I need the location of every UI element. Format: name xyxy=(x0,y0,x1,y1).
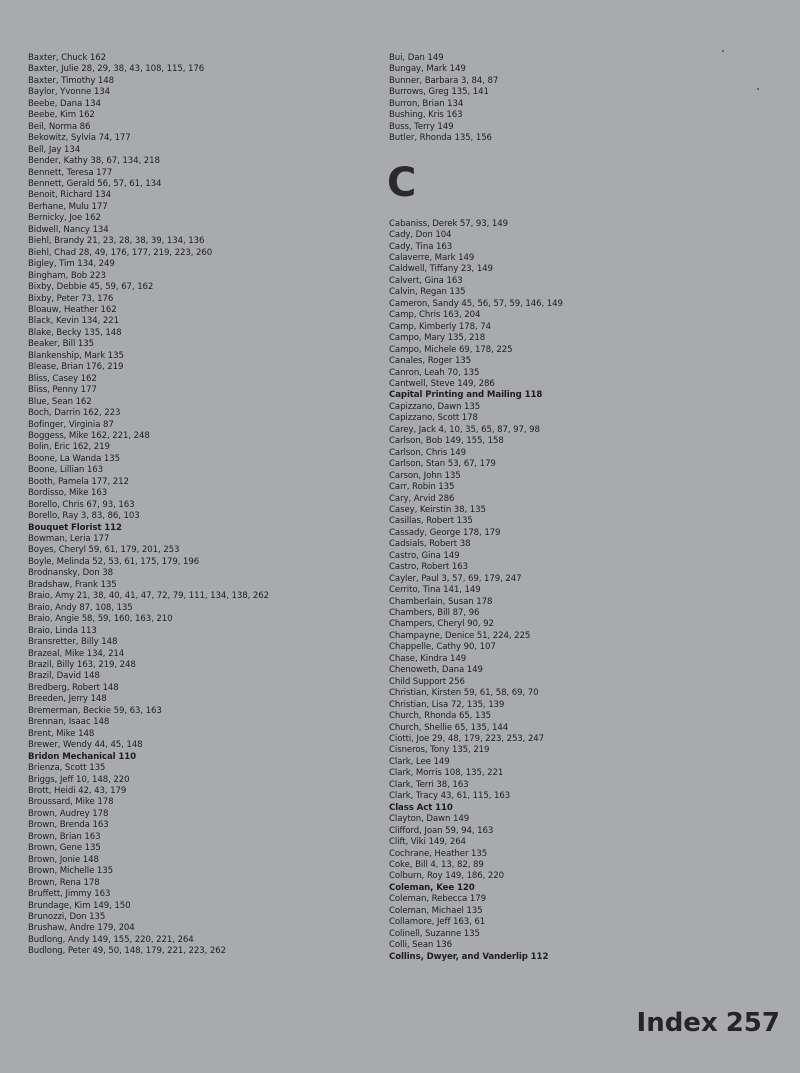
index-entry: Cayler, Paul 3, 57, 69, 179, 247 xyxy=(389,573,522,584)
index-entry: Braio, Linda 113 xyxy=(28,625,97,636)
index-entry: Biehl, Brandy 21, 23, 28, 38, 39, 134, 136 xyxy=(28,236,205,247)
index-entry: Camp, Chris 163, 204 xyxy=(389,310,481,321)
index-entry: Benoit, Richard 134 xyxy=(28,190,111,201)
index-entry: Canales, Roger 135 xyxy=(389,356,472,367)
index-entry: Cabaniss, Derek 57, 93, 149 xyxy=(389,218,508,229)
index-entry: Casey, Keirstin 38, 135 xyxy=(389,504,486,515)
index-entry: Braio, Andy 87, 108, 135 xyxy=(28,602,133,613)
section-letter-c: C xyxy=(387,159,417,206)
index-entry: Clark, Morris 108, 135, 221 xyxy=(389,768,504,779)
index-entry: Bender, Kathy 38, 67, 134, 218 xyxy=(28,156,160,167)
index-entry: Bixby, Debbie 45, 59, 67, 162 xyxy=(28,282,154,293)
index-entry: Chamberlain, Susan 178 xyxy=(389,596,493,607)
index-entry: Collamore, Jeff 163, 61 xyxy=(389,917,486,928)
index-entry: Cassady, George 178, 179 xyxy=(389,527,501,538)
index-entry: Bowman, Leria 177 xyxy=(28,534,110,545)
index-entry: Berhane, Mulu 177 xyxy=(28,201,108,212)
index-entry: Chenoweth, Dana 149 xyxy=(389,665,483,676)
index-entry: Castro, Robert 163 xyxy=(389,562,469,573)
index-entry: Clark, Tracy 43, 61, 115, 163 xyxy=(389,791,511,802)
footer-index-label: Index xyxy=(636,1008,718,1038)
index-entry: Capizzano, Dawn 135 xyxy=(389,401,481,412)
index-entry: Champers, Cheryl 90, 92 xyxy=(389,619,494,630)
index-entry: Baxter, Chuck 162 xyxy=(28,53,106,63)
index-entry: Child Support 256 xyxy=(389,676,465,687)
page-footer xyxy=(637,1008,780,1038)
index-entry: Borello, Chris 67, 93, 163 xyxy=(28,499,135,510)
index-entry: Colli, Sean 136 xyxy=(389,940,452,951)
index-entry: Beebe, Dana 134 xyxy=(28,98,101,109)
index-entry: Booth, Pamela 177, 212 xyxy=(28,476,129,487)
index-entry: Calvin, Regan 135 xyxy=(389,287,466,298)
index-entry: Ciotti, Joe 29, 48, 179, 223, 253, 247 xyxy=(389,734,545,745)
index-entry: Cochrane, Heather 135 xyxy=(389,848,488,859)
index-entry: Broussard, Mike 178 xyxy=(28,797,114,808)
index-entry: Clark, Lee 149 xyxy=(389,756,450,767)
index-entry: Borello, Ray 3, 83, 86, 103 xyxy=(28,511,140,522)
index-entry: Church, Rhonda 65, 135 xyxy=(389,711,492,722)
index-entry: Campo, Michele 69, 178, 225 xyxy=(389,344,513,355)
index-entry: Bidwell, Nancy 134 xyxy=(28,224,109,235)
index-entry: Cary, Arvid 286 xyxy=(389,493,455,504)
index-entry: Casillas, Robert 135 xyxy=(389,516,473,527)
index-entry: Bui, Dan 149 xyxy=(389,53,444,63)
index-entry-business: Capital Printing and Mailing 118 xyxy=(389,390,543,401)
index-entry: Bredberg, Robert 148 xyxy=(28,682,119,693)
index-entry: Coleman, Michael 135 xyxy=(389,905,483,916)
index-entry-business: Coleman, Kee 120 xyxy=(389,882,475,893)
index-column-right xyxy=(389,53,789,963)
index-entry: Boone, Lillian 163 xyxy=(28,465,103,476)
index-entry: Cady, Don 104 xyxy=(389,230,452,241)
index-entry: Brodnansky, Don 38 xyxy=(28,568,113,579)
index-entry: Brown, Michelle 135 xyxy=(28,866,113,877)
index-entry: Burron, Brian 134 xyxy=(389,98,464,109)
index-entry: Cadsials, Robert 38 xyxy=(389,539,471,550)
index-entry: Brazeal, Mike 134, 214 xyxy=(28,648,125,659)
index-entry: Carlson, Chris 149 xyxy=(389,447,467,458)
index-entry: Bruffett, Jimmy 163 xyxy=(28,889,111,900)
index-entry: Christian, Lisa 72, 135, 139 xyxy=(389,699,505,710)
index-entry: Baxter, Timothy 148 xyxy=(28,75,115,86)
index-entry: Colburn, Roy 149, 186, 220 xyxy=(389,871,505,882)
index-entry: Carey, Jack 4, 10, 35, 65, 87, 97, 98 xyxy=(389,424,540,435)
index-entry: Blake, Becky 135, 148 xyxy=(28,327,122,338)
index-entry: Black, Kevin 134, 221 xyxy=(28,316,120,327)
index-entry: Campo, Mary 135, 218 xyxy=(389,333,486,344)
index-entry: Camp, Kimberly 178, 74 xyxy=(389,321,492,332)
index-entry: Budlong, Peter 49, 50, 148, 179, 221, 223, 262 xyxy=(28,946,226,957)
index-entry: Bofinger, Virginia 87 xyxy=(28,419,114,430)
index-entry: Budlong, Andy 149, 155, 220, 221, 264 xyxy=(28,934,194,945)
index-entry: Carr, Robin 135 xyxy=(389,482,455,493)
index-entry: Coleman, Rebecca 179 xyxy=(389,894,486,905)
index-entry: Brown, Rena 178 xyxy=(28,877,100,888)
index-entry: Beebe, Kim 162 xyxy=(28,110,95,121)
index-entry: Calaverre, Mark 149 xyxy=(389,252,475,263)
index-entry: Chase, Kindra 149 xyxy=(389,653,467,664)
index-entry: Brienza, Scott 135 xyxy=(28,763,106,774)
index-entry: Brazil, Billy 163, 219, 248 xyxy=(28,660,136,671)
index-entry: Boch, Darrin 162, 223 xyxy=(28,408,121,419)
index-entry: Brundage, Kim 149, 150 xyxy=(28,900,131,911)
index-entry: Breeden, Jerry 148 xyxy=(28,694,107,705)
index-entry: Bennett, Teresa 177 xyxy=(28,167,113,178)
index-entry: Boone, La Wanda 135 xyxy=(28,453,121,464)
index-entry: Blease, Brian 176, 219 xyxy=(28,362,124,373)
index-entry: Brunozzi, Don 135 xyxy=(28,911,106,922)
index-entry: Capizzano, Scott 178 xyxy=(389,413,478,424)
index-entry-business: Class Act 110 xyxy=(389,802,453,813)
index-entry: Bliss, Casey 162 xyxy=(28,373,97,384)
index-entry: Brewer, Wendy 44, 45, 148 xyxy=(28,740,143,751)
index-entry: Bixby, Peter 73, 176 xyxy=(28,293,114,304)
index-entry: Baxter, Julie 28, 29, 38, 43, 108, 115, 176 xyxy=(28,64,205,75)
index-entry: Beil, Norma 86 xyxy=(28,121,91,132)
index-list-b-continued xyxy=(389,53,789,145)
index-entry: Biehl, Chad 28, 49, 176, 177, 219, 223, 260 xyxy=(28,247,213,258)
index-entry: Bradshaw, Frank 135 xyxy=(28,579,117,590)
index-entry: Bingham, Bob 223 xyxy=(28,270,106,281)
index-entry: Baylor, Yvonne 134 xyxy=(28,87,110,98)
index-entry: Boyle, Melinda 52, 53, 61, 175, 179, 196 xyxy=(28,556,200,567)
index-entry: Clayton, Dawn 149 xyxy=(389,814,470,825)
page-number: 257 xyxy=(725,1008,780,1038)
index-entry: Buss, Terry 149 xyxy=(389,121,454,132)
index-entry: Brown, Audrey 178 xyxy=(28,808,109,819)
index-entry-business: Collins, Dwyer, and Vanderlip 112 xyxy=(389,951,549,962)
index-entry: Butler, Rhonda 135, 156 xyxy=(389,133,492,144)
index-entry: Coke, Bill 4, 13, 82, 89 xyxy=(389,860,484,870)
index-column-left xyxy=(28,53,378,958)
index-entry: Briggs, Jeff 10, 148, 220 xyxy=(28,774,130,785)
index-entry: Brushaw, Andre 179, 204 xyxy=(28,923,135,934)
index-entry: Chappelle, Cathy 90, 107 xyxy=(389,642,496,653)
index-entry: Bungay, Mark 149 xyxy=(389,64,466,75)
index-entry: Calvert, Gina 163 xyxy=(389,275,463,286)
index-list-c xyxy=(389,219,789,963)
index-entry: Clark, Terri 38, 163 xyxy=(389,779,469,790)
index-entry: Bigley, Tim 134, 249 xyxy=(28,259,115,270)
index-entry: Bell, Jay 134 xyxy=(28,144,81,155)
index-entry: Brown, Brenda 163 xyxy=(28,820,109,831)
index-entry: Cameron, Sandy 45, 56, 57, 59, 146, 149 xyxy=(389,298,563,309)
index-entry: Cantwell, Steve 149, 286 xyxy=(389,378,495,389)
index-entry: Bliss, Penny 177 xyxy=(28,385,97,396)
index-entry: Carlson, Stan 53, 67, 179 xyxy=(389,459,496,470)
index-entry: Brennan, Isaac 148 xyxy=(28,717,110,728)
index-entry: Bremerman, Beckie 59, 63, 163 xyxy=(28,705,162,716)
index-entry: Church, Shellie 65, 135, 144 xyxy=(389,722,509,733)
index-entry: Canron, Leah 70, 135 xyxy=(389,367,480,378)
index-entry: Bransretter, Billy 148 xyxy=(28,637,118,648)
index-entry: Bennett, Gerald 56, 57, 61, 134 xyxy=(28,178,162,189)
index-entry: Bordisso, Mike 163 xyxy=(28,488,108,499)
index-entry: Beaker, Bill 135 xyxy=(28,339,94,350)
index-entry: Brown, Brian 163 xyxy=(28,831,101,842)
index-entry: Caldwell, Tiffany 23, 149 xyxy=(389,264,493,275)
paper-speck xyxy=(722,50,724,52)
index-entry: Clift, Viki 149, 264 xyxy=(389,837,466,848)
index-entry: Boggess, Mike 162, 221, 248 xyxy=(28,430,150,441)
index-entry: Christian, Kirsten 59, 61, 58, 69, 70 xyxy=(389,688,539,699)
index-entry: Cady, Tina 163 xyxy=(389,241,453,252)
index-entry: Brazil, David 148 xyxy=(28,671,100,682)
index-entry: Castro, Gina 149 xyxy=(389,550,460,561)
index-entry: Champayne, Denice 51, 224, 225 xyxy=(389,630,531,641)
index-entry: Blue, Sean 162 xyxy=(28,396,92,407)
index-entry-business: Bridon Mechanical 110 xyxy=(28,751,137,762)
index-entry: Colinell, Suzanne 135 xyxy=(389,928,480,939)
index-entry: Carson, John 135 xyxy=(389,470,461,481)
index-entry: Bekowitz, Sylvia 74, 177 xyxy=(28,133,131,144)
index-entry: Bushing, Kris 163 xyxy=(389,110,463,121)
index-entry: Cerrito, Tina 141, 149 xyxy=(389,585,481,596)
index-entry: Boyes, Cheryl 59, 61, 179, 201, 253 xyxy=(28,545,180,556)
index-entry: Brott, Heidi 42, 43, 179 xyxy=(28,786,127,796)
paper-speck xyxy=(757,88,759,90)
index-entry: Brown, Gene 135 xyxy=(28,843,101,854)
index-entry: Clifford, Joan 59, 94, 163 xyxy=(389,825,494,836)
index-entry: Bolin, Eric 162, 219 xyxy=(28,442,110,453)
index-entry: Braio, Angie 58, 59, 160, 163, 210 xyxy=(28,614,173,625)
index-entry: Bloauw, Heather 162 xyxy=(28,304,117,315)
index-entry: Carlson, Bob 149, 155, 158 xyxy=(389,436,504,447)
index-entry: Blankenship, Mark 135 xyxy=(28,350,124,361)
index-entry: Brown, Jonie 148 xyxy=(28,854,99,865)
index-entry: Bernicky, Joe 162 xyxy=(28,213,101,224)
index-entry: Chambers, Bill 87, 96 xyxy=(389,608,480,619)
index-entry: Cisneros, Tony 135, 219 xyxy=(389,745,490,756)
index-entry: Bunner, Barbara 3, 84, 87 xyxy=(389,75,499,86)
index-entry: Burrows, Greg 135, 141 xyxy=(389,87,489,98)
index-entry: Braio, Amy 21, 38, 40, 41, 47, 72, 79, 111, 134, 138, 262 xyxy=(28,591,269,602)
index-entry: Brent, Mike 148 xyxy=(28,728,95,739)
index-entry-business: Bouquet Florist 112 xyxy=(28,522,122,533)
